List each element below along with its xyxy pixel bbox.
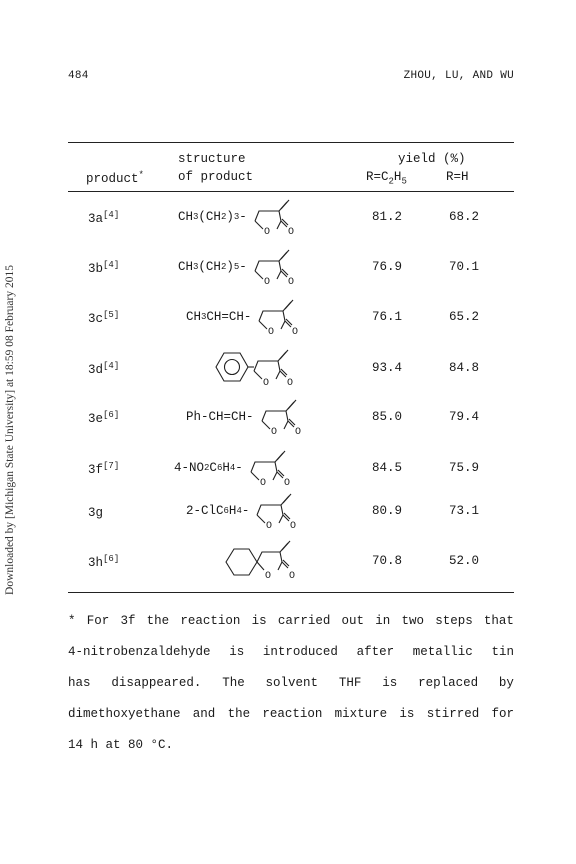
yield-h-3h: 52.0 [449,554,480,568]
product-label-3g: 3g [88,506,104,521]
product-label-3b: 3b[4] [88,260,120,277]
svg-text:O: O [263,227,270,237]
svg-text:O: O [270,427,277,437]
footnote-line-2: 4-nitrobenzaldehyde is introduced after metallic tin [68,645,514,659]
page-number: 484 [68,70,89,82]
col-structure-line2: of product [178,170,254,184]
structure-3c: CH 3 CH=CH- O O [186,297,309,337]
col-yield: yield (%) [398,152,466,166]
svg-text:O: O [265,571,272,580]
svg-text:O: O [287,227,294,237]
yield-h-3d: 84.8 [449,361,480,375]
product-label-3e: 3e[6] [88,410,120,427]
col-structure-line1: structure [178,152,246,166]
table-bottom-rule [68,592,514,593]
yield-ethyl-3e: 85.0 [372,410,403,424]
table-top-rule [68,142,514,143]
yield-ethyl-3f: 84.5 [372,461,403,475]
product-label-3f: 3f[7] [88,461,120,478]
phenyl-lactone-icon [210,345,304,387]
alpha-methylene-lactone-icon [243,448,301,488]
footnote-line-3: has disappeared. The solvent THF is replaced by [68,676,514,690]
yield-h-3c: 65.2 [449,310,480,324]
svg-text:O: O [263,378,270,387]
structure-3h [222,538,306,580]
structure-3e: Ph-CH=CH- O O [186,397,312,437]
col-yield-ethyl: $R=C_2H_5$ [366,170,407,187]
svg-text:O: O [294,427,301,437]
yield-ethyl-3b: 76.9 [372,260,403,274]
svg-text:O: O [289,571,296,580]
spiro-cyclohexane-lactone-icon [222,538,306,580]
svg-text:O: O [290,521,297,531]
alpha-methylene-lactone-icon [251,297,309,337]
structure-3b: CH 3 (CH 2 ) 5 - O O [178,247,305,287]
yield-h-3a: 68.2 [449,210,480,224]
footnote-line-1: * For 3f the reaction is carried out in two steps that [68,614,514,628]
yield-ethyl-3a: 81.2 [372,210,403,224]
yield-h-3e: 79.4 [449,410,480,424]
yield-h-3f: 75.9 [449,461,480,475]
svg-text:O: O [266,521,273,531]
alpha-methylene-lactone-icon [254,397,312,437]
footnote [68,606,514,761]
download-watermark: Downloaded by [Michigan State University] at 18:59 08 February 2015 [4,265,16,595]
product-label-3d: 3d[4] [88,361,120,378]
yield-h-3g: 73.1 [449,504,480,518]
product-label-3h: 3h[6] [88,554,120,571]
footnote-line-5: 14 h at 80 °C. [68,738,174,752]
svg-text:O: O [259,478,266,488]
product-label-3c: 3c[5] [88,310,120,327]
svg-text:O: O [263,277,270,287]
structure-3d [210,345,304,387]
structure-3g: 2-ClC 6 H 4 - O O [186,491,307,531]
svg-text:O: O [283,478,290,488]
table-header-rule [68,191,514,192]
footnote-line-4: dimethoxyethane and the reaction mixture is stirred for [68,707,514,721]
svg-text:O: O [268,327,275,337]
col-product: product* [86,170,144,187]
svg-text:O: O [292,327,299,337]
alpha-methylene-lactone-icon [247,247,305,287]
structure-3f: 4-NO 2 C 6 H 4 - O O [174,448,301,488]
yield-h-3b: 70.1 [449,260,480,274]
product-label-3a: 3a[4] [88,210,120,227]
yield-ethyl-3h: 70.8 [372,554,403,568]
col-yield-h: R=H [446,170,469,184]
alpha-methylene-lactone-icon [247,197,305,237]
yield-ethyl-3c: 76.1 [372,310,403,324]
alpha-methylene-lactone-icon [249,491,307,531]
svg-text:O: O [287,277,294,287]
yield-ethyl-3d: 93.4 [372,361,403,375]
running-title: ZHOU, LU, AND WU [403,70,514,82]
structure-3a: CH 3 (CH 2 ) 3 - O O [178,197,305,237]
yield-ethyl-3g: 80.9 [372,504,403,518]
svg-text:O: O [287,378,294,387]
